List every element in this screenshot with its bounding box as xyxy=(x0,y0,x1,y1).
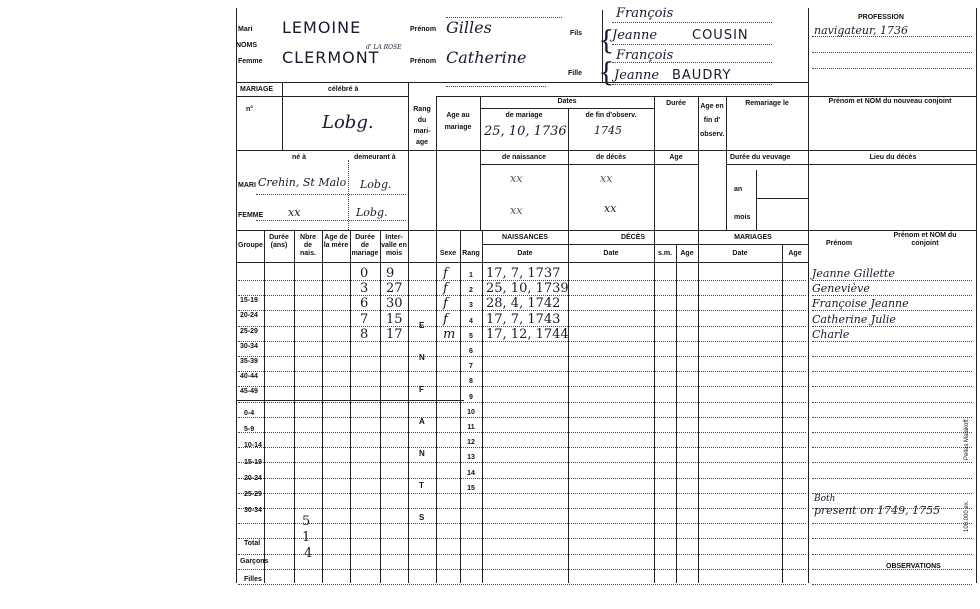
age-group-bottom: 15-19 xyxy=(244,459,262,466)
marriage-divider xyxy=(236,230,976,231)
age-group-top: 30-34 xyxy=(240,343,258,350)
mariage-label: MARIAGE xyxy=(240,86,274,93)
wife-birthplace: xx xyxy=(288,206,301,219)
row-rule xyxy=(238,538,806,539)
naissance-date-value: 28, 4, 1742 xyxy=(486,296,561,311)
nbre-nais-header: Nbre de nais. xyxy=(300,234,316,257)
husband-mother-last: COUSIN xyxy=(692,28,749,43)
sm-header: s.m. xyxy=(657,250,672,257)
age-group-top: 25-29 xyxy=(240,328,258,335)
profession-border xyxy=(808,8,809,583)
prenom-value: Charle xyxy=(812,328,850,341)
husband-father: François xyxy=(616,6,674,21)
enfants-letter: N xyxy=(419,353,425,362)
filles-value: 4 xyxy=(304,546,313,561)
rang-number: 5 xyxy=(469,333,473,340)
husband-birthplace: Crehin, St Malo xyxy=(258,176,347,189)
row-rule xyxy=(238,402,806,403)
duree-mariage-value: 0 xyxy=(360,266,369,281)
noms-label: NOMS xyxy=(236,42,257,49)
row-rule-right xyxy=(812,280,972,281)
row-rule xyxy=(238,569,806,570)
intervalle-value: 30 xyxy=(386,296,403,311)
row-rule xyxy=(238,554,806,555)
mois-label: mois xyxy=(734,214,751,221)
end-observation-date: 1745 xyxy=(594,124,622,137)
enfants-letter: E xyxy=(419,321,425,330)
rang-number: 15 xyxy=(467,485,475,492)
de-mariage-label: de mariage xyxy=(505,112,543,119)
duree-mariage-value: 3 xyxy=(360,281,369,296)
marriage-place: Lobg. xyxy=(322,112,374,133)
age-group-bottom: 30-34 xyxy=(244,507,262,514)
groupe-header: Groupe xyxy=(238,242,263,249)
age-mere-header: Age de la mère xyxy=(323,234,349,249)
age-group-bottom: 20-24 xyxy=(244,475,262,482)
filles-label: Filles xyxy=(244,576,262,583)
intervalle-value: 9 xyxy=(386,266,395,281)
observation-note-2: present on 1749, 1755 xyxy=(814,504,941,517)
row-rule xyxy=(238,386,806,387)
rang-label: Rang du mari-age xyxy=(413,106,431,146)
prenom-value: Jeanne Gillette xyxy=(812,267,895,280)
sexe-value: m xyxy=(443,327,456,342)
duree-ans-header: Durée (ans) xyxy=(269,234,289,249)
age-group-bottom: 5-9 xyxy=(244,426,255,433)
age-group-bottom: 25-29 xyxy=(244,491,262,498)
duree-label: Durée xyxy=(666,100,686,107)
naissance-date-value: 17, 7, 1743 xyxy=(486,312,561,327)
enfants-letter: A xyxy=(419,417,425,426)
total-value: 5 xyxy=(302,514,311,529)
row-rule xyxy=(238,478,806,479)
mariages-date-header: Date xyxy=(732,250,748,257)
age-group-top: 15-19 xyxy=(240,297,258,304)
naissance-label: de naissance xyxy=(502,154,546,161)
wife-birth: xx xyxy=(510,204,523,217)
right-border xyxy=(976,8,977,583)
rang-number: 4 xyxy=(469,318,473,325)
wife-residence: Lobg. xyxy=(356,206,388,219)
profession-value: navigateur, 1736 xyxy=(814,24,909,37)
age-group-top: 45-49 xyxy=(240,388,258,395)
row-rule xyxy=(238,523,806,524)
age-col-label: Age xyxy=(669,154,683,161)
age-fin-label: Age en fin d' observ. xyxy=(700,103,725,138)
row-rule xyxy=(238,417,806,418)
intervalle-value: 17 xyxy=(386,327,403,342)
enfants-letter: S xyxy=(419,513,425,522)
prenom-header: Prénom xyxy=(826,240,853,247)
row-rule-right xyxy=(812,462,972,463)
naissance-date-value: 25, 10, 1739 xyxy=(486,281,569,296)
wife-mother-first: Jeanne xyxy=(614,68,660,83)
left-border xyxy=(236,8,237,583)
row-rule-right xyxy=(812,493,972,494)
rang-number: 14 xyxy=(467,470,475,477)
veuvage-label: Durée du veuvage xyxy=(730,154,791,161)
duree-mariage-value: 8 xyxy=(360,327,369,342)
enfants-letter: F xyxy=(419,385,424,394)
prenom-value: Geneviève xyxy=(812,282,870,295)
conjoint-header: Prénom et NOM du conjoint xyxy=(893,232,957,247)
prenom-value: Françoise Jeanne xyxy=(812,297,909,310)
row-rule xyxy=(238,508,806,509)
celebre-label: célébré à xyxy=(328,86,359,93)
husband-surname: LEMOINE xyxy=(282,18,362,37)
total-label: Total xyxy=(244,540,261,547)
row-rule-right xyxy=(812,478,972,479)
duree-mariage-value: 7 xyxy=(360,312,369,327)
sexe-value: f xyxy=(443,312,448,327)
row-rule-right xyxy=(812,326,972,327)
age-group-bottom: 10-14 xyxy=(244,442,262,449)
row-rule-right xyxy=(812,341,972,342)
row-rule-right xyxy=(812,417,972,418)
husband-death: xx xyxy=(600,172,613,185)
row-rule-right xyxy=(812,432,972,433)
row-rule-right xyxy=(812,310,972,311)
wife-father: François xyxy=(616,48,674,63)
husband-mother-first: Jeanne xyxy=(612,28,658,43)
garcons-value: 1 xyxy=(302,530,311,545)
sexe-value: f xyxy=(443,296,448,311)
intervalle-value: 15 xyxy=(386,312,403,327)
row-rule xyxy=(238,447,806,448)
mari-label: Mari xyxy=(238,26,253,33)
fille-label: Fille xyxy=(568,70,583,77)
row-rule-right xyxy=(812,447,972,448)
wife-death: xx xyxy=(604,202,617,215)
femme-label: Femme xyxy=(238,58,263,65)
profession-label: PROFESSION xyxy=(858,14,904,21)
sexe-value: f xyxy=(443,281,448,296)
row-rule-right xyxy=(812,402,972,403)
age-group-bottom: 0-4 xyxy=(244,410,255,417)
prenom-value: Catherine Julie xyxy=(812,313,896,326)
mariages-age-header: Age xyxy=(788,250,802,257)
enfants-letter: T xyxy=(419,481,424,490)
intervalle-header: Inter-valle en mois xyxy=(381,234,407,257)
intervalle-value: 27 xyxy=(386,281,403,296)
sexe-header: Sexe xyxy=(439,250,457,257)
row-rule xyxy=(238,493,806,494)
femme-row-label: FEMME xyxy=(238,212,264,219)
naissances-date-header: Date xyxy=(517,250,533,257)
deces-age-header: Age xyxy=(680,250,694,257)
mariages-header: MARIAGES xyxy=(734,234,772,241)
side-print-run-text: 100.000 ex. xyxy=(964,500,970,532)
row-rule xyxy=(238,356,806,357)
no-label: n° xyxy=(246,106,254,113)
row-rule-right xyxy=(812,371,972,372)
rang-header: Rang xyxy=(462,250,480,257)
naissance-date-value: 17, 7, 1737 xyxy=(486,266,561,281)
row-rule-right xyxy=(812,356,972,357)
row-rule-right xyxy=(812,584,972,585)
rang-number: 8 xyxy=(469,378,473,385)
row-rule-right xyxy=(812,538,972,539)
fils-label: Fils xyxy=(570,30,583,37)
row-rule-right xyxy=(812,554,972,555)
observation-note-1: Both xyxy=(814,494,836,504)
wife-surname-note: d' LA ROSE xyxy=(366,44,402,51)
wife-surname: CLERMONT xyxy=(282,48,380,67)
deces-header: DÉCÈS xyxy=(620,234,646,241)
marriage-date: 25, 10, 1736 xyxy=(484,124,567,139)
dates-label: Dates xyxy=(557,98,577,105)
husband-birth: xx xyxy=(510,172,523,185)
wife-firstname: Catherine xyxy=(446,48,527,67)
side-printer-text: Pellas Malakoff. xyxy=(964,417,970,460)
mari-row-label: MARI xyxy=(238,182,256,189)
lieu-deces-label: Lieu du décès xyxy=(869,154,917,161)
duree-mariage-header: Durée de mariage xyxy=(351,234,379,257)
row-rule-right xyxy=(812,523,972,524)
row-rule xyxy=(238,462,806,463)
observations-label: OBSERVATIONS xyxy=(886,563,941,570)
rang-number: 12 xyxy=(467,439,475,446)
sexe-value: f xyxy=(443,266,448,281)
duree-mariage-value: 6 xyxy=(360,296,369,311)
prenom-label-2: Prénom xyxy=(410,58,437,65)
enfants-letter: N xyxy=(419,449,425,458)
rang-number: 11 xyxy=(467,424,475,431)
age-mariage-label: Age au mariage xyxy=(444,112,472,131)
garcons-label: Garçons xyxy=(240,558,269,565)
deces-date-header: Date xyxy=(603,250,619,257)
rang-number: 1 xyxy=(469,272,473,279)
ne-a-label: né à xyxy=(292,154,307,161)
age-group-top: 20-24 xyxy=(240,312,258,319)
husband-firstname: Gilles xyxy=(446,18,492,37)
row-rule-right xyxy=(812,386,972,387)
remariage-label: Remariage le xyxy=(745,100,789,107)
rang-number: 10 xyxy=(467,409,475,416)
naissance-date-value: 17, 12, 1744 xyxy=(486,327,569,342)
row-rule xyxy=(238,584,806,585)
row-rule xyxy=(238,371,806,372)
rang-number: 2 xyxy=(469,287,473,294)
nouveau-conjoint-label: Prénom et NOM du nouveau conjoint xyxy=(828,98,952,105)
demeurant-label: demeurant à xyxy=(354,154,396,161)
age-group-top: 35-39 xyxy=(240,358,258,365)
age-group-top: 40-44 xyxy=(240,373,258,380)
row-rule-right xyxy=(812,295,972,296)
wife-mother-last: BAUDRY xyxy=(672,68,732,83)
row-rule xyxy=(238,432,806,433)
rang-number: 3 xyxy=(469,302,473,309)
an-label: an xyxy=(734,186,743,193)
naissances-header: NAISSANCES xyxy=(502,234,548,241)
rang-number: 9 xyxy=(469,394,473,401)
prenom-label-1: Prénom xyxy=(410,26,437,33)
deces-label: de décès xyxy=(596,154,626,161)
rang-number: 6 xyxy=(469,348,473,355)
rang-number: 7 xyxy=(469,363,473,370)
fin-obs-label: de fin d'observ. xyxy=(585,112,637,119)
rang-number: 13 xyxy=(467,454,475,461)
husband-residence: Lobg. xyxy=(360,178,392,191)
